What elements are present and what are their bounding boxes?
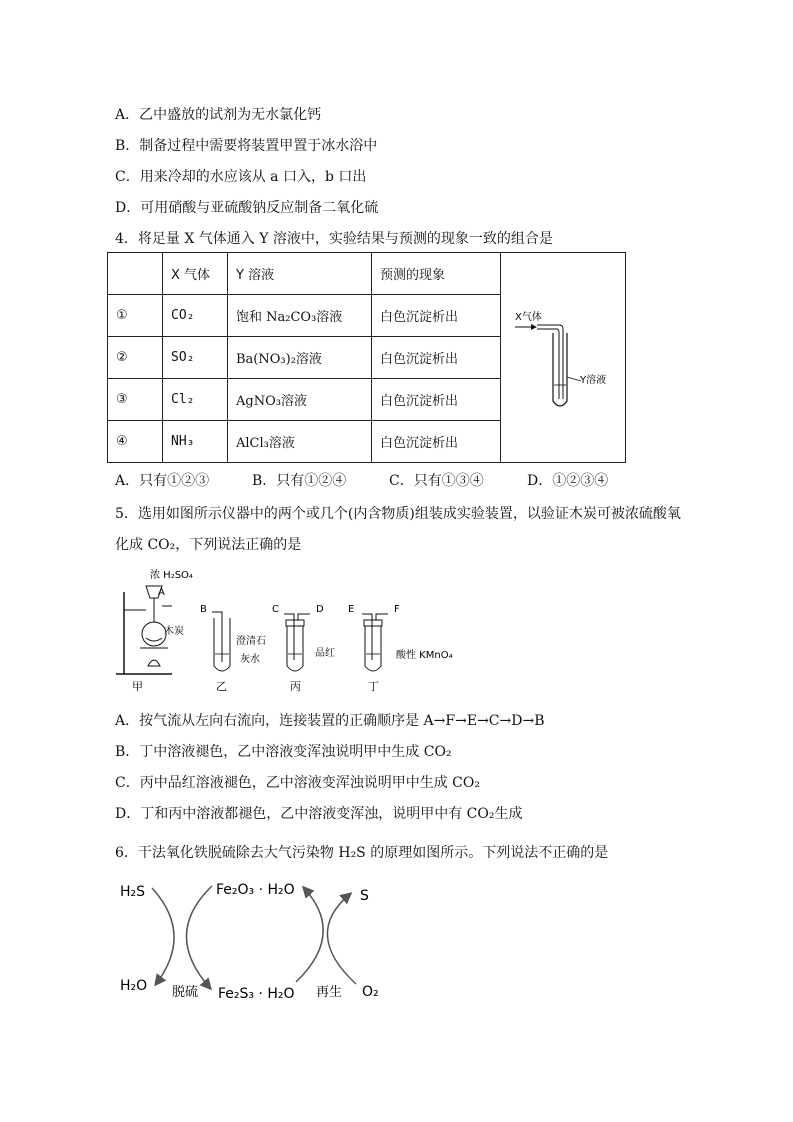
q4-option-b: B．只有①②④ xyxy=(252,473,347,489)
tubes-e-f xyxy=(362,614,388,660)
test-tube-bing xyxy=(287,626,303,671)
q4-apparatus-cell xyxy=(501,253,626,463)
fe2s3-label: Fe₂S₃ · H₂O xyxy=(218,986,295,1002)
label-bing: 丙 xyxy=(290,680,301,693)
limewater-label-1: 澄清石 xyxy=(236,636,266,647)
gas-cell: SO₂ xyxy=(163,337,228,379)
q4-option-a: A．只有①②③ xyxy=(115,473,210,489)
tubes-c-d xyxy=(284,614,310,660)
test-tube xyxy=(553,333,567,406)
q6-stem: 6．干法氧化铁脱硫除去大气污染物 H₂S 的原理如图所示。下列说法不正确的是 xyxy=(115,845,609,861)
q3-option-a: A．乙中盛放的试剂为无水氯化钙 xyxy=(115,107,322,123)
observation-cell: 白色沉淀析出 xyxy=(372,295,501,337)
port-b-label: B xyxy=(200,604,207,615)
acid-label: 浓 H₂SO₄ xyxy=(150,570,193,581)
header-solution: Y 溶液 xyxy=(228,253,372,295)
y-solution-label: Y溶液 xyxy=(580,375,607,386)
arrow-head-icon xyxy=(531,324,537,330)
port-d-label: D xyxy=(316,604,324,615)
arrow-fe2o3-to-fe2s3 xyxy=(186,886,212,988)
solution-cell: AgNO₃溶液 xyxy=(228,379,372,421)
label-jia: 甲 xyxy=(132,680,143,693)
q4-option-d: D．①②③④ xyxy=(527,473,609,489)
round-flask xyxy=(142,622,166,646)
label-yi: 乙 xyxy=(216,680,227,693)
limewater-label-2: 灰水 xyxy=(240,654,260,665)
port-e-label: E xyxy=(348,604,355,615)
q5-option-c: C．丙中品红溶液褪色，乙中溶液变浑浊说明甲中生成 CO₂ xyxy=(115,775,480,791)
header-observation: 预测的现象 xyxy=(372,253,501,295)
stopper xyxy=(364,620,382,626)
solution-cell: 饱和 Na₂CO₃溶液 xyxy=(228,295,372,337)
row-number: ② xyxy=(108,337,163,379)
port-f-label: F xyxy=(394,604,400,615)
s-label: S xyxy=(360,888,369,904)
row-number: ③ xyxy=(108,379,163,421)
test-tube-ding xyxy=(365,626,381,671)
desulfurization-label: 脱硫 xyxy=(172,985,199,1000)
stopper xyxy=(286,620,304,626)
q4-option-c: C．只有①③④ xyxy=(389,473,484,489)
gas-cell: NH₃ xyxy=(163,421,228,463)
observation-cell: 白色沉淀析出 xyxy=(372,421,501,463)
q5-stem-line1: 5．选用如图所示仪器中的两个或几个(内含物质)组装成实验装置，以验证木炭可被浓硫酸氧 xyxy=(115,506,681,522)
port-c-label: C xyxy=(272,604,279,615)
observation-cell: 白色沉淀析出 xyxy=(372,379,501,421)
arrow-o2-to-s xyxy=(327,894,356,984)
q5-option-a: A．按气流从左向右流向，连接装置的正确顺序是 A→F→E→C→D→B xyxy=(115,713,545,729)
port-a-label: A xyxy=(158,587,165,598)
q4-table xyxy=(107,252,626,463)
q3-option-c: C．用来冷却的水应该从 a 口入，b 口出 xyxy=(115,169,367,185)
h2s-label: H₂S xyxy=(120,884,146,900)
pinkred-label: 品红 xyxy=(315,648,335,659)
flask-liquid xyxy=(146,638,162,641)
q5-stem-line2: 化成 CO₂，下列说法正确的是 xyxy=(115,537,302,553)
delivery-tube xyxy=(537,325,563,399)
desulfurization-cycle-diagram xyxy=(110,872,410,1012)
gas-cell: Cl₂ xyxy=(163,379,228,421)
q3-option-b: B．制备过程中需要将装置甲置于冰水浴中 xyxy=(115,138,378,154)
o2-label: O₂ xyxy=(362,984,379,1000)
q5-option-d: D．丁和丙中溶液都褪色，乙中溶液变浑浊，说明甲中有 CO₂生成 xyxy=(115,806,523,822)
arrow-h2s-to-h2o xyxy=(152,888,174,984)
charcoal-label: 木炭 xyxy=(164,626,184,637)
arrow-fe2s3-to-fe2o3 xyxy=(296,888,323,982)
fe2o3-label: Fe₂O₃ · H₂O xyxy=(216,882,295,898)
regeneration-label: 再生 xyxy=(316,985,343,1000)
label-ding: 丁 xyxy=(368,680,379,693)
solution-cell: AlCl₃溶液 xyxy=(228,421,372,463)
observation-cell: 白色沉淀析出 xyxy=(372,337,501,379)
solution-cell: Ba(NO₃)₂溶液 xyxy=(228,337,372,379)
gas-bubbling-apparatus xyxy=(501,253,625,458)
q5-apparatus-figure xyxy=(110,562,470,696)
q5-option-b: B．丁中溶液褪色，乙中溶液变浑浊说明甲中生成 CO₂ xyxy=(115,744,452,760)
row-number: ① xyxy=(108,295,163,337)
kmno4-label: 酸性 KMnO₄ xyxy=(396,650,453,661)
x-gas-label: X气体 xyxy=(515,312,542,323)
label-leader xyxy=(567,377,581,381)
gas-cell: CO₂ xyxy=(163,295,228,337)
row-number: ④ xyxy=(108,421,163,463)
header-gas: X 气体 xyxy=(163,253,228,295)
alcohol-lamp xyxy=(148,660,160,666)
h2o-label: H₂O xyxy=(120,978,148,994)
q3-option-d: D．可用硝酸与亚硫酸钠反应制备二氧化硫 xyxy=(115,200,379,216)
q4-stem: 4．将足量 X 气体通入 Y 溶液中，实验结果与预测的现象一致的组合是 xyxy=(115,231,553,247)
table-row xyxy=(108,253,626,295)
